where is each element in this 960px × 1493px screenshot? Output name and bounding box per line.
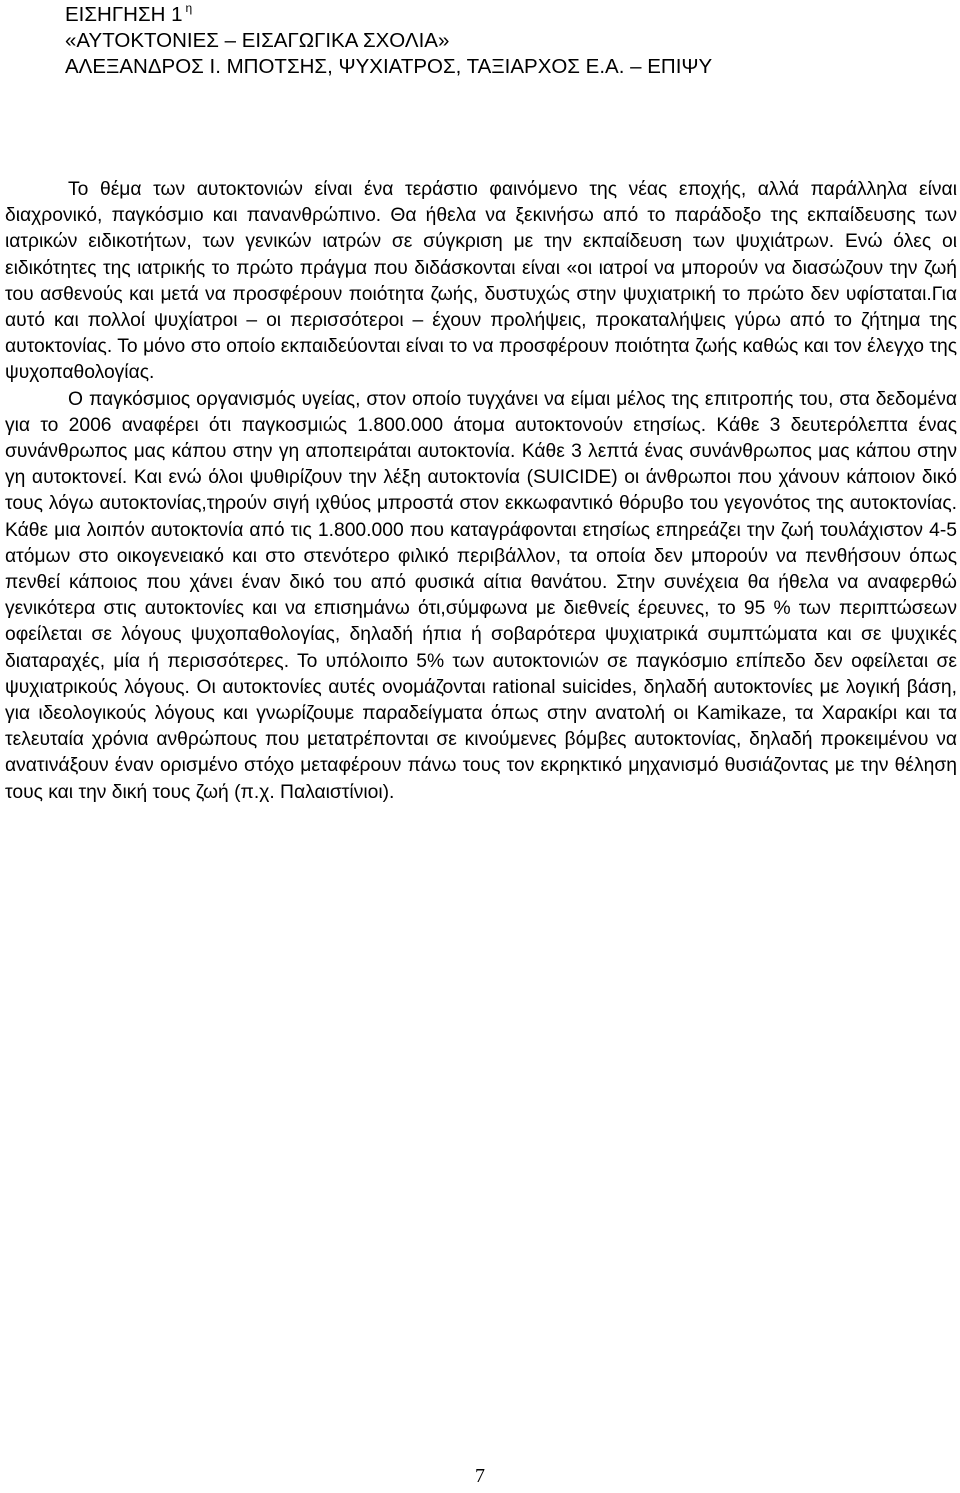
- lecture-title-superscript: η: [185, 1, 193, 15]
- lecture-title-text: ΕΙΣΗΓΗΣΗ 1: [65, 3, 183, 26]
- body-paragraph-1: Το θέμα των αυτοκτονιών είναι ένα τεράστιο φαινόμενο της νέας εποχής, αλλά παράλληλα είναι διαχρονικό, παγκόσμιο και πανανθρώπινο. Θα ήθελα να ξεκινήσω από το παράδοξο της εκπαίδευσης των ιατρικών ειδικοτήτων, των γενικών ιατρών σε σύγκριση με την εκπαίδευση των ψυχιάτρων. Ενώ όλες οι ειδικότητες της ιατρικής το πρώτο πράγμα που διδάσκονται είναι «οι ιατροί να μπορούν να διασώζουν την ζωή του ασθενούς και μετά να προσφέρουν ποιότητα ζωής, δυστυχώς στην ψυχιατρική το πρώτο δεν υφίσταται.Για αυτό και πολλοί ψυχίατροι – οι περισσότεροι – έχουν προλήψεις, προκαταλήψεις γύρω από το ζήτημα της αυτοκτονίας. Το μόνο στο οποίο εκπαιδεύονται είναι το να προσφέρουν ποιότητα ζωής καθώς και τον έλεγχο της ψυχοπαθολογίας.: [5, 179, 957, 384]
- lecture-subtitle: «ΑΥΤΟΚΤΟΝΙΕΣ – ΕΙΣΑΓΩΓΙΚΑ ΣΧΟΛΙΑ»: [65, 29, 450, 52]
- body-paragraph-2: Ο παγκόσμιος οργανισμός υγείας, στον οποίο τυγχάνει να είμαι μέλος της επιτροπής του, στα δεδομένα για το 2006 αναφέρει ότι παγκοσμιώς 1.800.000 άτομα αυτοκτονούν ετησίως. Κάθε 3 δευτερόλεπτα ένας συνάνθρωπος μας κάπου στην γη αποπειράται αυτοκτονία. Κάθε 3 λεπτά ένας συνάνθρωπος μας κάπου στην γη αυτοκτονεί. Και ενώ όλοι ψυθιρίζουν την λέξη αυτοκτονία (SUICIDE) οι άνθρωποι που χάνουν κάποιον δικό τους λόγω αυτοκτονίας,τηρούν σιγή ιχθύος μπροστά στον εκκωφαντικό θόρυβο του γεγονότος της αυτοκτονίας. Κάθε μια λοιπόν αυτοκτονία από τις 1.800.000 που καταγράφονται ετησίως επηρεάζει την ζωή τουλάχιστον 4-5 ατόμων στο οικογενειακό και στο στενότερο φιλικό περιβάλλον, τα οποία δεν μπορούν να πενθήσουν όπως πενθεί κάποιος που χάνει έναν δικό του από φυσικά αίτια θανάτου. Στην συνέχεια θα ήθελα να αναφερθώ γενικότερα στις αυτοκτονίες και να επισημάνω ότι,σύμφωνα με διεθνείς έρευνες, το 95 % των περιπτώσεων οφείλεται σε λόγους ψυχοπαθολογίας, δηλαδή ήπια ή σοβαρότερα ψυχιατρικά συμπτώματα και σε ψυχικές διαταραχές, μία ή περισσότερες. Το υπόλοιπο 5% των αυτοκτονιών σε παγκόσμιο επίπεδο δεν οφείλεται σε ψυχιατρικούς λόγους. Οι αυτοκτονίες αυτές ονομάζονται rational suicides, δηλαδή αυτοκτονίες με λογική βάση, για ιδεολογικούς λόγους και γνωρίζουμε παραδείγματα όπως στην ανατολή οι Kamikaze, τα Χαρακίρι και τα τελευταία χρόνια ανθρώπους που μετατρέπονται σε κινούμενες βόμβες αυτοκτονίας, δηλαδή προκειμένου να ανατινάξουν έναν ορισμένο στόχο μεταφέρουν πάνω τους τον εκρηκτικό μηχανισμό θυσιάζοντας με την θέληση τους και την δική τους ζωή (π.χ. Παλαιστίνιοι).: [5, 388, 957, 803]
- page-number: 7: [475, 1465, 485, 1487]
- author-affiliation: ΕΠΙΨΥ: [647, 55, 713, 78]
- author-line: ΑΛΕΞΑΝΔΡΟΣ Ι. ΜΠΟΤΣΗΣ, ΨΥΧΙΑΤΡΟΣ, ΤΑΞΙΑΡΧΟΣ Ε.Α. – ΕΠΙΨΥ: [65, 55, 713, 78]
- document-header: [65, 2, 925, 80]
- author-names: ΑΛΕΞΑΝΔΡΟΣ Ι. ΜΠΟΤΣΗΣ, ΨΥΧΙΑΤΡΟΣ, ΤΑΞΙΑΡΧΟΣ Ε.Α.: [65, 55, 625, 78]
- document-body: [5, 177, 957, 806]
- lecture-title: [65, 2, 925, 28]
